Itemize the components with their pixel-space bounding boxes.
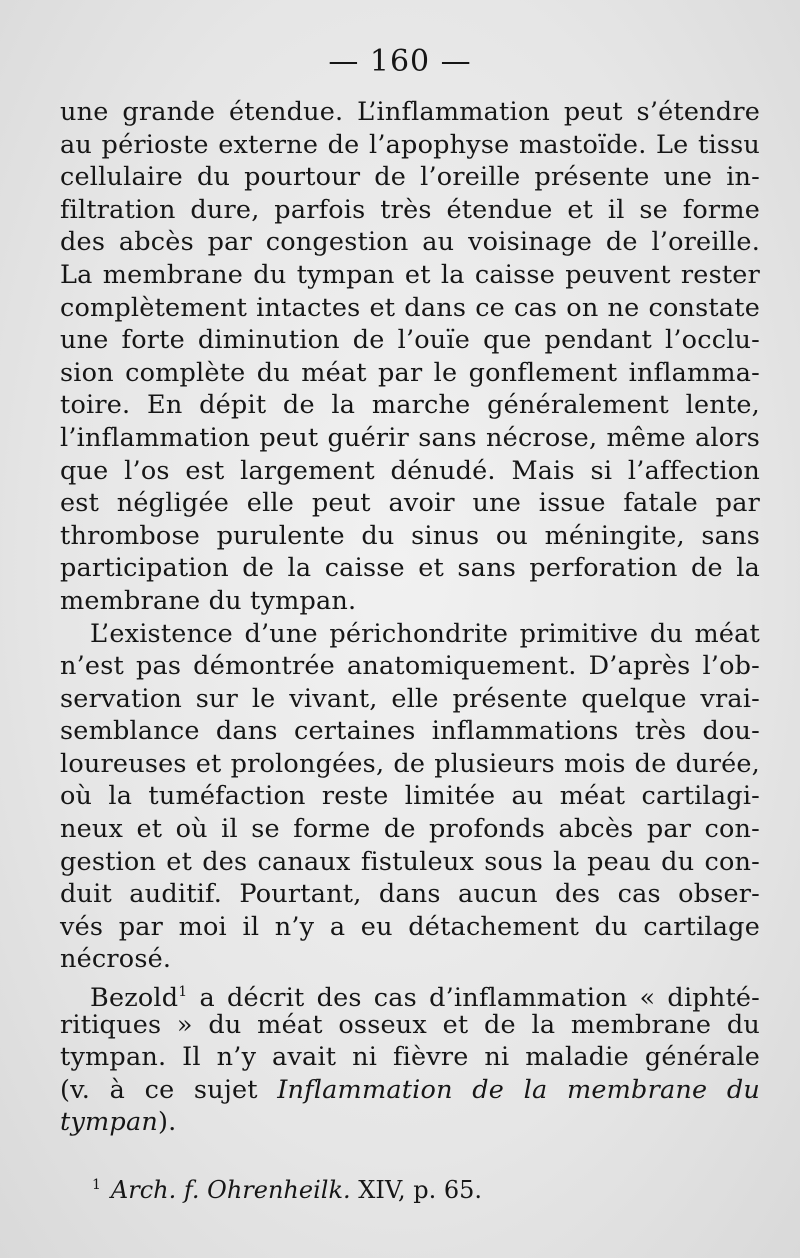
text-line: l’inflammation peut guérir sans nécrose, même alors — [60, 422, 760, 453]
text-segment: ). — [157, 1107, 177, 1138]
text-line: complètement intactes et dans ce cas on ne constate — [60, 292, 760, 323]
text-line: gestion et des canaux fistuleux sous la peau du con- — [60, 846, 760, 877]
text-segment: a décrit des cas d’inflammation « diphté- — [187, 983, 760, 1014]
text-line: des abcès par congestion au voisinage de l’oreille. — [60, 227, 760, 258]
text-line: une forte diminution de l’ouïe que pendant l’occlu- — [60, 325, 760, 356]
body-text — [60, 96, 760, 1139]
footnote-mark: 1 — [92, 1177, 101, 1193]
text-line: La membrane du tympan et la caisse peuvent rester — [60, 259, 760, 290]
author-name: Bezold — [90, 983, 179, 1014]
text-line: nécrosé. — [60, 944, 172, 975]
italic-title: Inflammation de la membrane du — [277, 1074, 760, 1105]
text-line-reference — [60, 1074, 760, 1107]
text-line: toire. En dépit de la marche généralement lente, — [60, 390, 760, 421]
text-line: est négligée elle peut avoir une issue fatale par — [60, 488, 760, 519]
text-line: ritiques » du méat osseux et de la membrane du — [60, 1009, 760, 1040]
text-line-reference-end — [60, 1106, 760, 1139]
italic-title: tympan — [60, 1107, 158, 1138]
footnote-detail: XIV, p. 65. — [350, 1176, 483, 1204]
text-line: une grande étendue. L’inflammation peut s’étendre — [60, 97, 760, 127]
text-line: duit auditif. Pourtant, dans aucun des cas obser- — [60, 879, 760, 910]
text-line: que l’os est largement dénudé. Mais si l’affection — [60, 455, 760, 486]
text-line: semblance dans certaines inflammations très dou- — [60, 716, 760, 747]
text-line: cellulaire du pourtour de l’oreille présente une in- — [60, 162, 760, 193]
text-line: thrombose purulente du sinus ou méningite, sans — [60, 520, 760, 551]
text-line-bezold — [60, 976, 760, 1014]
footnote-reference: 1 — [178, 984, 188, 1001]
page-number: — 160 — — [328, 44, 472, 79]
text-line: vés par moi il n’y a eu détachement du cartilage — [60, 911, 760, 942]
text-line: L’existence d’une périchondrite primitive du méat — [90, 618, 760, 649]
text-line: au périoste externe de l’apophyse mastoïde. Le tissu — [60, 129, 760, 160]
text-line: servation sur le vivant, elle présente quelque vrai- — [60, 683, 760, 714]
text-line: participation de la caisse et sans perforation de la — [60, 553, 760, 584]
footnote — [92, 1168, 712, 1207]
text-line: filtration dure, parfois très étendue et il se forme — [60, 194, 760, 225]
text-line: neux et où il se forme de profonds abcès par con- — [60, 814, 760, 845]
text-line: loureuses et prolongées, de plusieurs mois de durée, — [60, 748, 760, 779]
text-segment: (v. à ce sujet — [60, 1074, 278, 1105]
text-line: où la tuméfaction reste limitée au méat cartilagi- — [60, 781, 760, 812]
text-line: sion complète du méat par le gonflement inflamma- — [60, 357, 760, 388]
text-line: n’est pas démontrée anatomiquement. D’après l’ob- — [60, 651, 760, 682]
footnote-source: Arch. f. Ohrenheilk. — [110, 1176, 351, 1204]
text-line: tympan. Il n’y avait ni fièvre ni maladie générale — [60, 1042, 760, 1073]
text-line: membrane du tympan. — [60, 585, 357, 616]
